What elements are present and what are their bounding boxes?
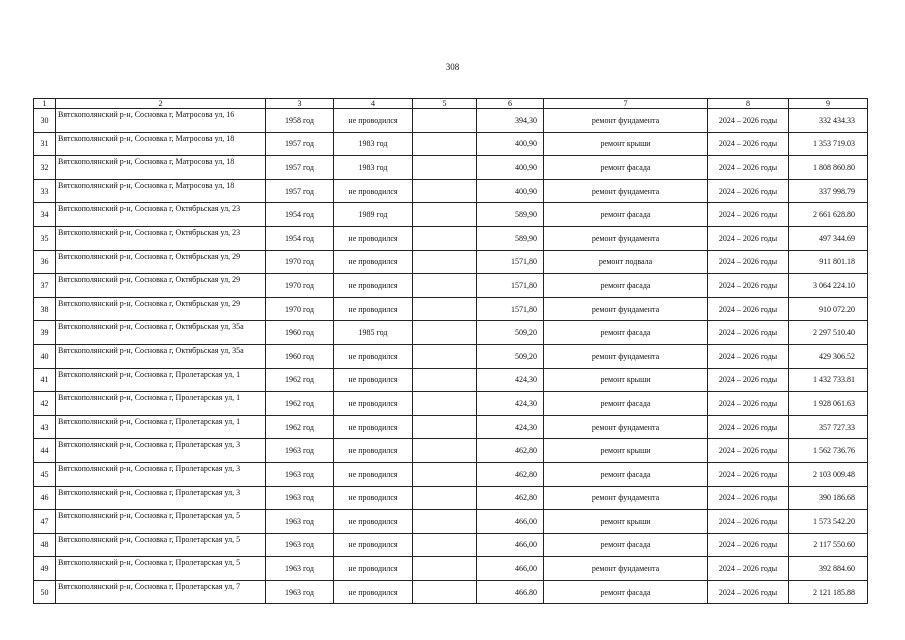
address-cell: Вятскополянский р-н, Сосновка г, Пролетарская ул, 5 [56,510,266,534]
work-type-cell: ремонт фасада [544,580,708,604]
cost-cell: 910 072.20 [789,297,868,321]
table-row [34,462,868,486]
build-year-cell: 1957 год [266,179,334,203]
table-row [34,226,868,250]
row-number-cell: 37 [34,274,56,298]
empty-cell [413,392,477,416]
address-cell: Вятскополянский р-н, Сосновка г, Матросова ул, 16 [56,109,266,133]
area-cell: 1571,80 [477,274,544,298]
work-type-cell: ремонт фасада [544,274,708,298]
build-year-cell: 1963 год [266,439,334,463]
area-cell: 1571,80 [477,250,544,274]
work-type-cell: ремонт фундамента [544,226,708,250]
last-repair-cell: не проводился [334,297,413,321]
period-cell: 2024 – 2026 годы [708,510,789,534]
build-year-cell: 1958 год [266,109,334,133]
last-repair-cell: 1989 год [334,203,413,227]
area-cell: 400,90 [477,132,544,156]
last-repair-cell: не проводился [334,109,413,133]
build-year-cell: 1954 год [266,203,334,227]
empty-cell [413,580,477,604]
area-cell: 424,30 [477,415,544,439]
build-year-cell: 1962 год [266,392,334,416]
empty-cell [413,462,477,486]
area-cell: 462,80 [477,462,544,486]
empty-cell [413,156,477,180]
row-number-cell: 44 [34,439,56,463]
empty-cell [413,203,477,227]
empty-cell [413,439,477,463]
work-type-cell: ремонт фасада [544,156,708,180]
period-cell: 2024 – 2026 годы [708,462,789,486]
work-type-cell: ремонт фундамента [544,557,708,581]
address-cell: Вятскополянский р-н, Сосновка г, Октябрьская ул, 29 [56,297,266,321]
build-year-cell: 1962 год [266,415,334,439]
build-year-cell: 1963 год [266,486,334,510]
column-header: 9 [789,99,868,109]
area-cell: 589,90 [477,226,544,250]
row-number-cell: 34 [34,203,56,227]
address-cell: Вятскополянский р-н, Сосновка г, Пролетарская ул, 3 [56,439,266,463]
row-number-cell: 31 [34,132,56,156]
table-row [34,179,868,203]
table-header-row [34,99,868,109]
address-cell: Вятскополянский р-н, Сосновка г, Пролетарская ул, 3 [56,486,266,510]
build-year-cell: 1957 год [266,132,334,156]
last-repair-cell: не проводился [334,179,413,203]
period-cell: 2024 – 2026 годы [708,557,789,581]
last-repair-cell: не проводился [334,415,413,439]
table-row [34,203,868,227]
empty-cell [413,274,477,298]
last-repair-cell: не проводился [334,274,413,298]
address-cell: Вятскополянский р-н, Сосновка г, Матросова ул, 18 [56,179,266,203]
build-year-cell: 1963 год [266,557,334,581]
cost-cell: 2 117 550.60 [789,533,868,557]
work-type-cell: ремонт фасада [544,203,708,227]
period-cell: 2024 – 2026 годы [708,415,789,439]
work-type-cell: ремонт подвала [544,250,708,274]
build-year-cell: 1963 год [266,462,334,486]
cost-cell: 1 808 860.80 [789,156,868,180]
work-type-cell: ремонт фундамента [544,415,708,439]
work-type-cell: ремонт крыши [544,510,708,534]
table-row [34,557,868,581]
repair-schedule-table [33,98,868,604]
period-cell: 2024 – 2026 годы [708,179,789,203]
empty-cell [413,226,477,250]
last-repair-cell: не проводился [334,580,413,604]
address-cell: Вятскополянский р-н, Сосновка г, Октябрьская ул, 29 [56,274,266,298]
row-number-cell: 40 [34,344,56,368]
last-repair-cell: 1983 год [334,132,413,156]
last-repair-cell: не проводился [334,392,413,416]
address-cell: Вятскополянский р-н, Сосновка г, Пролетарская ул, 1 [56,392,266,416]
row-number-cell: 47 [34,510,56,534]
address-cell: Вятскополянский р-н, Сосновка г, Октябрьская ул, 35а [56,344,266,368]
cost-cell: 429 306.52 [789,344,868,368]
work-type-cell: ремонт фундамента [544,179,708,203]
area-cell: 462,80 [477,486,544,510]
row-number-cell: 42 [34,392,56,416]
table-body [34,109,868,604]
last-repair-cell: не проводился [334,533,413,557]
area-cell: 509,20 [477,321,544,345]
area-cell: 1571,80 [477,297,544,321]
cost-cell: 1 928 061.63 [789,392,868,416]
row-number-cell: 43 [34,415,56,439]
table-row [34,344,868,368]
row-number-cell: 35 [34,226,56,250]
table-row [34,486,868,510]
address-cell: Вятскополянский р-н, Сосновка г, Октябрьская ул, 23 [56,203,266,227]
cost-cell: 1 573 542.20 [789,510,868,534]
period-cell: 2024 – 2026 годы [708,226,789,250]
period-cell: 2024 – 2026 годы [708,486,789,510]
last-repair-cell: не проводился [334,368,413,392]
period-cell: 2024 – 2026 годы [708,580,789,604]
build-year-cell: 1970 год [266,250,334,274]
address-cell: Вятскополянский р-н, Сосновка г, Пролетарская ул, 5 [56,557,266,581]
last-repair-cell: не проводился [334,557,413,581]
cost-cell: 2 661 628.80 [789,203,868,227]
period-cell: 2024 – 2026 годы [708,344,789,368]
build-year-cell: 1963 год [266,510,334,534]
row-number-cell: 50 [34,580,56,604]
area-cell: 424,30 [477,368,544,392]
area-cell: 466.80 [477,580,544,604]
row-number-cell: 45 [34,462,56,486]
area-cell: 466,00 [477,533,544,557]
address-cell: Вятскополянский р-н, Сосновка г, Октябрьская ул, 29 [56,250,266,274]
row-number-cell: 32 [34,156,56,180]
table-row [34,109,868,133]
period-cell: 2024 – 2026 годы [708,368,789,392]
empty-cell [413,368,477,392]
cost-cell: 2 121 185.88 [789,580,868,604]
cost-cell: 3 064 224.10 [789,274,868,298]
area-cell: 394,30 [477,109,544,133]
cost-cell: 1 353 719.03 [789,132,868,156]
empty-cell [413,486,477,510]
address-cell: Вятскополянский р-н, Сосновка г, Матросова ул, 18 [56,132,266,156]
address-cell: Вятскополянский р-н, Сосновка г, Пролетарская ул, 7 [56,580,266,604]
row-number-cell: 46 [34,486,56,510]
cost-cell: 2 297 510.40 [789,321,868,345]
build-year-cell: 1962 год [266,368,334,392]
row-number-cell: 41 [34,368,56,392]
table-row [34,510,868,534]
area-cell: 400,90 [477,179,544,203]
work-type-cell: ремонт крыши [544,439,708,463]
area-cell: 466,00 [477,557,544,581]
column-header: 7 [544,99,708,109]
area-cell: 466,00 [477,510,544,534]
work-type-cell: ремонт фундамента [544,297,708,321]
period-cell: 2024 – 2026 годы [708,274,789,298]
work-type-cell: ремонт крыши [544,368,708,392]
period-cell: 2024 – 2026 годы [708,533,789,557]
build-year-cell: 1954 год [266,226,334,250]
row-number-cell: 33 [34,179,56,203]
row-number-cell: 49 [34,557,56,581]
build-year-cell: 1963 год [266,580,334,604]
last-repair-cell: не проводился [334,462,413,486]
last-repair-cell: 1985 год [334,321,413,345]
table-row [34,392,868,416]
area-cell: 509,20 [477,344,544,368]
table-row [34,132,868,156]
table-row [34,321,868,345]
row-number-cell: 38 [34,297,56,321]
address-cell: Вятскополянский р-н, Сосновка г, Пролетарская ул, 5 [56,533,266,557]
cost-cell: 911 801.18 [789,250,868,274]
page-number: 308 [445,62,460,72]
area-cell: 400,90 [477,156,544,180]
empty-cell [413,510,477,534]
column-header: 5 [413,99,477,109]
build-year-cell: 1963 год [266,533,334,557]
column-header: 2 [56,99,266,109]
period-cell: 2024 – 2026 годы [708,321,789,345]
address-cell: Вятскополянский р-н, Сосновка г, Пролетарская ул, 1 [56,368,266,392]
cost-cell: 497 344.69 [789,226,868,250]
column-header: 1 [34,99,56,109]
last-repair-cell: не проводился [334,226,413,250]
table-row [34,415,868,439]
column-header: 8 [708,99,789,109]
work-type-cell: ремонт фасада [544,533,708,557]
work-type-cell: ремонт фасада [544,392,708,416]
work-type-cell: ремонт фасада [544,462,708,486]
address-cell: Вятскополянский р-н, Сосновка г, Пролетарская ул, 3 [56,462,266,486]
empty-cell [413,297,477,321]
table-row [34,439,868,463]
table-row [34,533,868,557]
build-year-cell: 1960 год [266,344,334,368]
period-cell: 2024 – 2026 годы [708,392,789,416]
build-year-cell: 1970 год [266,274,334,298]
table-row [34,297,868,321]
last-repair-cell: 1983 год [334,156,413,180]
build-year-cell: 1957 год [266,156,334,180]
last-repair-cell: не проводился [334,510,413,534]
cost-cell: 392 884.60 [789,557,868,581]
row-number-cell: 48 [34,533,56,557]
cost-cell: 332 434.33 [789,109,868,133]
table-row [34,368,868,392]
column-header: 3 [266,99,334,109]
work-type-cell: ремонт фасада [544,321,708,345]
empty-cell [413,109,477,133]
address-cell: Вятскополянский р-н, Сосновка г, Октябрьская ул, 35а [56,321,266,345]
last-repair-cell: не проводился [334,439,413,463]
area-cell: 424,30 [477,392,544,416]
cost-cell: 357 727.33 [789,415,868,439]
cost-cell: 2 103 009.48 [789,462,868,486]
work-type-cell: ремонт фундамента [544,109,708,133]
table-row [34,274,868,298]
table-row [34,156,868,180]
area-cell: 462,80 [477,439,544,463]
last-repair-cell: не проводился [334,486,413,510]
build-year-cell: 1960 год [266,321,334,345]
empty-cell [413,344,477,368]
address-cell: Вятскополянский р-н, Сосновка г, Матросова ул, 18 [56,156,266,180]
address-cell: Вятскополянский р-н, Сосновка г, Октябрьская ул, 23 [56,226,266,250]
period-cell: 2024 – 2026 годы [708,132,789,156]
period-cell: 2024 – 2026 годы [708,297,789,321]
empty-cell [413,533,477,557]
empty-cell [413,415,477,439]
area-cell: 589,90 [477,203,544,227]
address-cell: Вятскополянский р-н, Сосновка г, Пролетарская ул, 1 [56,415,266,439]
period-cell: 2024 – 2026 годы [708,156,789,180]
work-type-cell: ремонт фундамента [544,344,708,368]
row-number-cell: 39 [34,321,56,345]
last-repair-cell: не проводился [334,344,413,368]
period-cell: 2024 – 2026 годы [708,109,789,133]
build-year-cell: 1970 год [266,297,334,321]
row-number-cell: 30 [34,109,56,133]
empty-cell [413,179,477,203]
empty-cell [413,250,477,274]
column-header: 6 [477,99,544,109]
period-cell: 2024 – 2026 годы [708,250,789,274]
period-cell: 2024 – 2026 годы [708,203,789,227]
row-number-cell: 36 [34,250,56,274]
work-type-cell: ремонт крыши [544,132,708,156]
last-repair-cell: не проводился [334,250,413,274]
period-cell: 2024 – 2026 годы [708,439,789,463]
cost-cell: 1 562 736.76 [789,439,868,463]
cost-cell: 1 432 733.81 [789,368,868,392]
empty-cell [413,321,477,345]
empty-cell [413,132,477,156]
cost-cell: 337 998.79 [789,179,868,203]
work-type-cell: ремонт фундамента [544,486,708,510]
column-header: 4 [334,99,413,109]
empty-cell [413,557,477,581]
table-row [34,250,868,274]
table-row [34,580,868,604]
cost-cell: 390 186.68 [789,486,868,510]
